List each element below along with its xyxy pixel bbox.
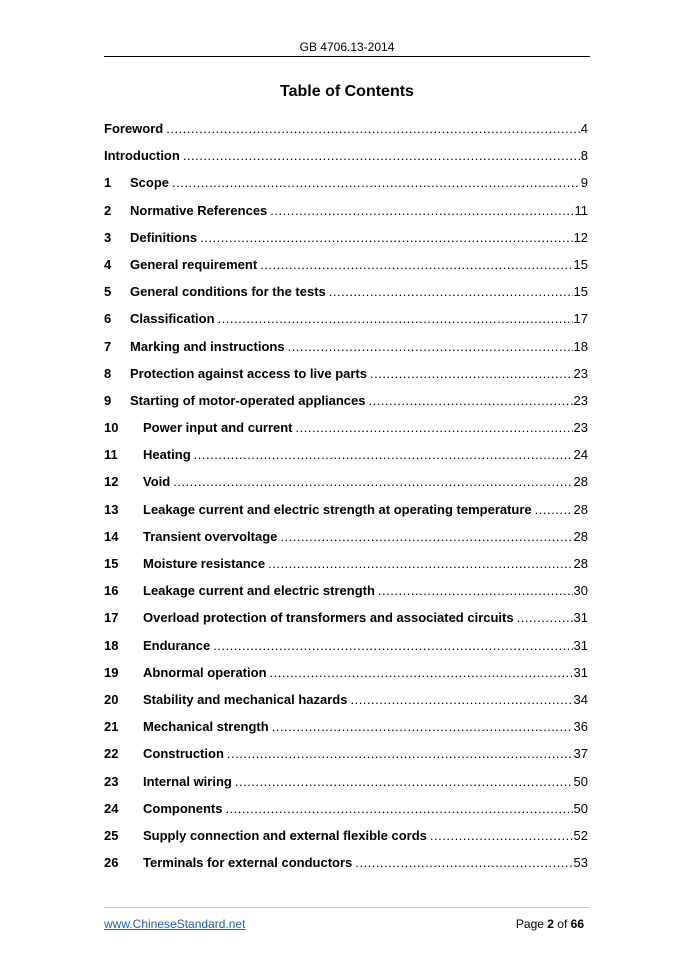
toc-dot-leader (350, 692, 572, 707)
toc-dot-leader (225, 801, 572, 816)
toc-dot-leader (260, 257, 572, 272)
page-total: 66 (570, 917, 584, 931)
toc-entry[interactable] (104, 284, 588, 311)
toc-entry-number: 23 (104, 773, 119, 789)
toc-entry-label: Foreword (104, 121, 164, 136)
toc-entry-label: Definitions (130, 229, 198, 245)
toc-entry-label: Heating (143, 447, 191, 463)
toc-entry-page: 50 (573, 800, 588, 816)
page-prefix: Page (515, 917, 548, 931)
toc-dot-leader (235, 774, 573, 789)
toc-entry[interactable] (104, 366, 588, 393)
toc-entry-label: Components (143, 800, 223, 816)
toc-entry[interactable] (104, 556, 588, 583)
toc-entry-label: Terminals for external conductors (143, 855, 353, 871)
toc-entry-number: 1 (104, 175, 112, 191)
toc-entry-number: 20 (104, 691, 119, 707)
toc-entry-label: Transient overvoltage (143, 528, 278, 544)
toc-entry-label: Marking and instructions (130, 338, 285, 354)
toc-entry-number: 15 (104, 556, 119, 571)
page-header: GB 4706.13-2014 (299, 40, 395, 54)
toc-entry-page: 53 (573, 855, 588, 871)
toc-entry-number: 2 (104, 202, 112, 218)
header-divider (104, 56, 590, 57)
page-current: 2 (547, 917, 554, 931)
toc-entry-label: Construction (143, 746, 224, 762)
toc-entry-page: 8 (580, 148, 588, 164)
toc-entry-page: 31 (573, 610, 588, 626)
toc-title: Table of Contents (280, 83, 414, 100)
toc-dot-leader (227, 746, 573, 761)
footer-page-number (516, 917, 584, 931)
toc-entry-number: 11 (104, 447, 118, 463)
toc-entry-label: Overload protection of transformers and associated circuits (143, 610, 514, 626)
toc-entry-label: Leakage current and electric strength at operating temperature (143, 501, 532, 517)
toc-dot-leader (270, 203, 573, 218)
toc-entry[interactable] (104, 828, 588, 855)
toc-entry-number: 16 (104, 583, 119, 599)
toc-entry-page: 28 (573, 556, 588, 571)
toc-entry-label: Leakage current and electric strength (143, 583, 375, 599)
toc-dot-leader (378, 583, 573, 598)
toc-entry-page: 23 (573, 392, 588, 408)
toc-dot-leader (280, 529, 572, 544)
toc-dot-leader (535, 502, 573, 517)
toc-entry-page: 31 (573, 664, 588, 680)
toc-entry[interactable] (104, 529, 588, 556)
toc-entry-number: 25 (104, 827, 119, 843)
toc-entry-page: 12 (573, 229, 588, 245)
toc-entry-label: Scope (130, 175, 170, 191)
toc-entry-number: 8 (104, 365, 112, 381)
toc-entry[interactable] (104, 610, 588, 637)
toc-entry-label: General requirement (130, 256, 258, 272)
toc-entry-page: 15 (573, 284, 588, 300)
toc-dot-leader (270, 665, 573, 680)
page-of: of (553, 917, 571, 931)
toc-dot-leader (355, 855, 572, 870)
toc-dot-leader (329, 284, 573, 299)
toc-dot-leader (213, 638, 572, 653)
toc-dot-leader (218, 311, 573, 326)
toc-entry-number: 10 (104, 420, 119, 436)
toc-entry-page: 30 (573, 583, 588, 599)
toc-entry-number: 18 (104, 637, 119, 653)
toc-entry-page: 28 (573, 474, 588, 490)
toc-entry[interactable] (104, 121, 588, 148)
toc-dot-leader (370, 366, 573, 381)
toc-dot-leader (288, 339, 573, 354)
toc-entry[interactable] (104, 583, 588, 610)
toc-entry-label: Mechanical strength (143, 719, 269, 735)
toc-entry-label: Stability and mechanical hazards (143, 691, 348, 707)
toc-entry-number: 24 (104, 800, 119, 816)
toc-entry-page: 31 (573, 637, 588, 653)
toc-entry[interactable] (104, 638, 588, 665)
toc-entry-label: General conditions for the tests (130, 284, 326, 300)
toc-entry-label: Protection against access to live parts (130, 365, 367, 381)
toc-dot-leader (173, 474, 572, 489)
table-of-contents (104, 121, 588, 882)
toc-entry-number: 3 (104, 229, 112, 245)
toc-dot-leader (183, 148, 580, 163)
toc-entry-label: Abnormal operation (143, 664, 267, 680)
toc-dot-leader (272, 719, 573, 734)
toc-entry-page: 9 (580, 175, 588, 191)
toc-entry[interactable] (104, 502, 588, 529)
toc-dot-leader (172, 175, 580, 190)
toc-entry-page: 50 (573, 773, 588, 789)
toc-entry-page: 28 (573, 501, 588, 517)
toc-entry[interactable] (104, 474, 588, 501)
toc-entry-number: 13 (104, 501, 119, 517)
toc-entry-label: Introduction (104, 148, 180, 164)
toc-dot-leader (200, 230, 572, 245)
toc-entry-page: 24 (573, 447, 588, 463)
toc-entry[interactable] (104, 393, 588, 420)
toc-entry[interactable] (104, 257, 588, 284)
toc-entry[interactable] (104, 774, 588, 801)
toc-entry-page: 18 (573, 338, 588, 354)
footer-divider (104, 907, 590, 908)
toc-entry-number: 26 (104, 855, 119, 871)
toc-entry-number: 6 (104, 311, 112, 327)
toc-entry[interactable] (104, 420, 588, 447)
toc-entry-page: 52 (573, 827, 588, 843)
toc-entry-page: 28 (573, 528, 588, 544)
toc-entry-number: 19 (104, 664, 119, 680)
toc-entry[interactable] (104, 447, 588, 474)
toc-entry[interactable] (104, 339, 588, 366)
toc-entry-page: 17 (573, 311, 588, 327)
toc-entry-page: 15 (573, 256, 588, 272)
toc-entry-label: Moisture resistance (143, 556, 266, 571)
toc-dot-leader (296, 420, 573, 435)
toc-entry[interactable] (104, 175, 588, 202)
toc-entry-page: 23 (573, 420, 588, 436)
toc-entry-number: 17 (104, 610, 119, 626)
toc-entry-number: 22 (104, 746, 119, 762)
toc-entry-page: 11 (574, 202, 588, 218)
toc-entry-label: Endurance (143, 637, 211, 653)
toc-entry-page: 34 (573, 691, 588, 707)
toc-entry-number: 12 (104, 474, 119, 490)
toc-entry-page: 23 (573, 365, 588, 381)
toc-dot-leader (368, 393, 572, 408)
toc-entry[interactable] (104, 855, 588, 882)
toc-entry-label: Supply connection and external flexible cords (143, 827, 427, 843)
toc-entry-label: Starting of motor-operated appliances (130, 392, 366, 408)
toc-dot-leader (268, 556, 572, 571)
toc-entry-label: Classification (130, 311, 215, 327)
toc-entry-number: 5 (104, 284, 112, 300)
toc-entry-label: Normative References (130, 202, 268, 218)
toc-entry[interactable] (104, 311, 588, 338)
toc-dot-leader (517, 610, 573, 625)
toc-dot-leader (166, 121, 580, 136)
toc-dot-leader (430, 828, 573, 843)
toc-entry-label: Void (143, 474, 171, 490)
toc-entry-page: 36 (573, 719, 588, 735)
toc-entry-number: 7 (104, 338, 112, 354)
toc-entry-page: 37 (573, 746, 588, 762)
toc-entry[interactable] (104, 665, 588, 692)
toc-entry[interactable] (104, 746, 588, 773)
toc-entry-number: 14 (104, 528, 119, 544)
toc-entry[interactable] (104, 203, 588, 230)
toc-dot-leader (194, 447, 573, 462)
footer-website-link[interactable]: www.ChineseStandard.net (104, 917, 246, 931)
toc-entry-page: 4 (580, 121, 588, 136)
toc-entry-number: 4 (104, 256, 112, 272)
toc-entry-label: Power input and current (143, 420, 293, 436)
toc-entry-label: Internal wiring (143, 773, 232, 789)
toc-entry[interactable] (104, 148, 588, 175)
toc-entry[interactable] (104, 692, 588, 719)
toc-entry-number: 9 (104, 392, 112, 408)
toc-entry[interactable] (104, 801, 588, 828)
toc-entry-number: 21 (104, 719, 119, 735)
toc-entry[interactable] (104, 230, 588, 257)
toc-entry[interactable] (104, 719, 588, 746)
